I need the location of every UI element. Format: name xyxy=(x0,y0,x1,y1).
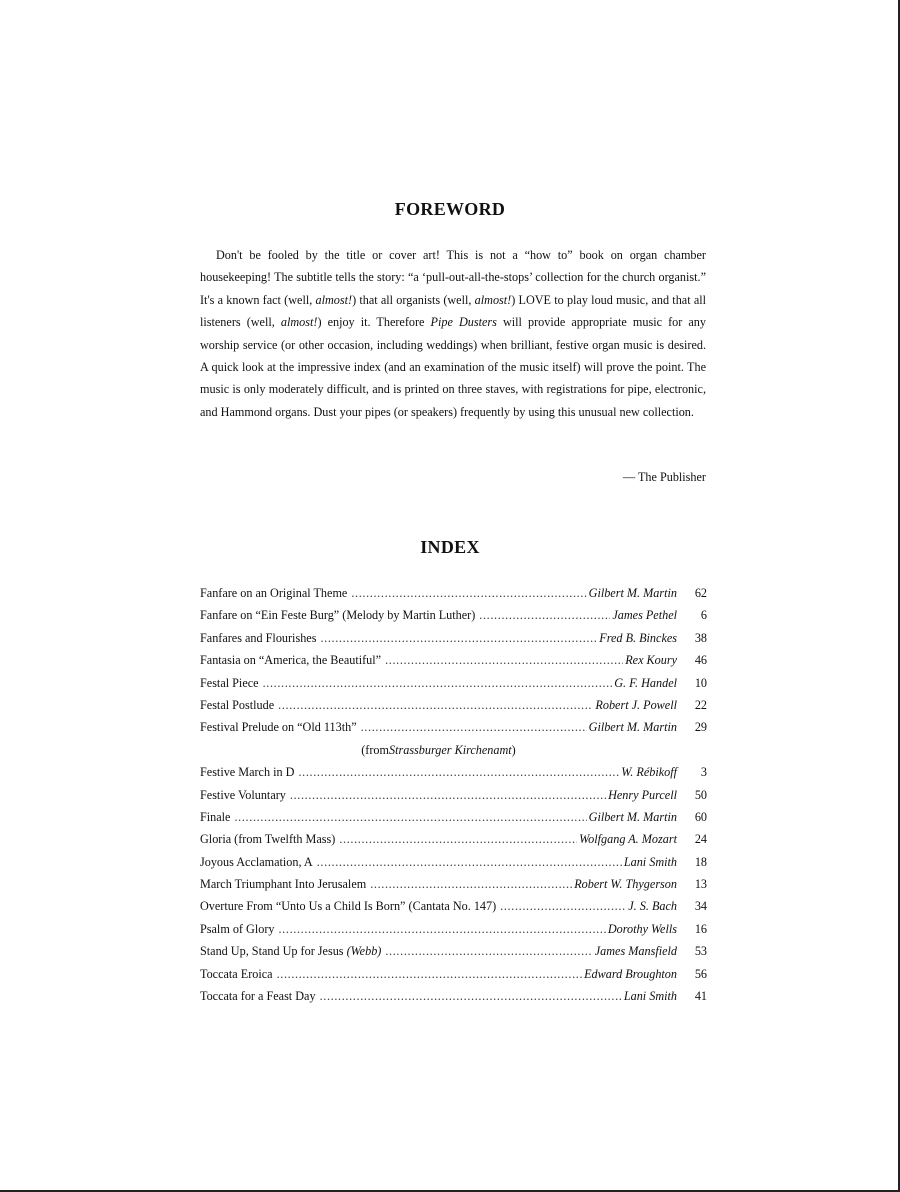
entry-composer: Edward Broughton xyxy=(584,966,677,981)
index-entry xyxy=(200,963,707,985)
entry-title: Overture From “Unto Us a Child Is Born” (Cantata No. 147) xyxy=(200,899,497,914)
entry-page: 6 xyxy=(700,608,707,623)
entry-title: March Triumphant Into Jerusalem xyxy=(200,877,367,892)
dot-leader xyxy=(278,918,605,940)
foreword-text: ) that all organists (well, xyxy=(352,292,475,307)
entry-page: 3 xyxy=(700,765,707,780)
dot-leader xyxy=(361,716,587,738)
entry-page: 41 xyxy=(694,989,707,1004)
index-list xyxy=(200,582,707,1007)
foreword-text: ) LOVE to play loud music, and that all listeners (well, xyxy=(200,292,707,330)
index-entry xyxy=(200,985,707,1007)
entry-title: Festival Prelude on “Old 113th” xyxy=(200,720,357,735)
foreword-heading: FOREWORD xyxy=(394,199,506,219)
entry-composer: Lani Smith xyxy=(623,989,677,1004)
publisher-signature: — The Publisher xyxy=(622,470,706,484)
entry-page: 24 xyxy=(694,832,707,847)
index-heading: INDEX xyxy=(420,537,480,557)
entry-composer: Gilbert M. Martin xyxy=(588,809,677,824)
entry-title: Toccata Eroica xyxy=(200,966,273,981)
entry-title: Festive March in D xyxy=(200,765,295,780)
index-entry xyxy=(200,604,707,626)
entry-page: 29 xyxy=(694,720,707,735)
entry-page: 10 xyxy=(694,675,707,690)
index-entry xyxy=(200,918,707,940)
note-source: Strassburger Kirchenamt xyxy=(389,742,512,757)
index-entry xyxy=(200,851,707,873)
book-title: Pipe Dusters xyxy=(430,315,497,330)
dot-leader xyxy=(277,963,583,985)
index-entry xyxy=(200,694,707,716)
foreword-body xyxy=(200,244,706,423)
entry-title: Fanfares and Flourishes xyxy=(200,630,317,645)
note-prefix: (from xyxy=(361,742,389,757)
index-entry xyxy=(200,716,707,738)
entry-composer: G. F. Handel xyxy=(614,675,677,690)
entry-title: Fanfare on an Original Theme xyxy=(200,586,348,600)
foreword-emphasis: almost! xyxy=(315,292,353,307)
foreword-text: will provide appropriate music for any worship service (or other occasion, including weddings) when brilliant, festive organ music is desired. A quick look at the impressive index (and an examination of the music itself) will prove the point. The music is only moderately difficult, and is printed on three staves, with registrations for pipe, electronic, and Hammond organs. Dust your pipes (or speakers) frequently by using this unusual new collection. xyxy=(200,315,706,419)
entry-composer: Wolfgang A. Mozart xyxy=(579,832,677,847)
dot-leader xyxy=(263,672,613,694)
dot-leader xyxy=(370,873,572,895)
note-suffix: ) xyxy=(511,742,516,757)
entry-composer: W. Rébikoff xyxy=(621,765,677,780)
entry-title: Psalm of Glory xyxy=(200,921,275,936)
dot-leader xyxy=(500,895,626,917)
entry-composer: Robert J. Powell xyxy=(595,697,677,712)
entry-page: 46 xyxy=(694,653,707,668)
entry-composer: James Mansfield xyxy=(594,944,677,959)
entry-composer: Gilbert M. Martin xyxy=(588,586,677,600)
entry-title: Fantasia on “America, the Beautiful” xyxy=(200,653,382,668)
entry-title: Toccata for a Feast Day xyxy=(200,989,316,1004)
dot-leader xyxy=(278,694,593,716)
entry-composer: J. S. Bach xyxy=(628,899,677,914)
dot-leader xyxy=(320,985,622,1007)
entry-composer: Dorothy Wells xyxy=(607,921,677,936)
entry-title: Festive Voluntary xyxy=(200,787,286,802)
index-entry xyxy=(200,649,707,671)
entry-page: 16 xyxy=(694,921,707,936)
entry-composer: Gilbert M. Martin xyxy=(588,720,677,735)
foreword-paragraph xyxy=(200,244,706,423)
dot-leader xyxy=(385,649,623,671)
index-entry-note xyxy=(200,739,707,761)
foreword-emphasis: almost! xyxy=(280,315,318,330)
foreword-emphasis: almost! xyxy=(474,292,512,307)
index-entry xyxy=(200,582,707,604)
entry-page: 56 xyxy=(694,966,707,981)
entry-composer: Henry Purcell xyxy=(608,787,677,802)
foreword-text: Don't be fooled by the title or cover art! This is not a “how to” book on organ chamber housekeeping! The subtitle tells the story: “a ‘pull-out-all-the-stops’ collection for the church organist.” It's a known fact (well, xyxy=(200,248,706,307)
entry-page: 18 xyxy=(694,854,707,869)
entry-composer: Fred B. Binckes xyxy=(599,630,677,645)
entry-title: Festal Piece xyxy=(200,675,259,690)
entry-composer: James Pethel xyxy=(612,608,677,623)
entry-title: Festal Postlude xyxy=(200,697,275,712)
dot-leader xyxy=(298,761,619,783)
entry-title: Fanfare on “Ein Feste Burg” (Melody by Martin Luther) xyxy=(200,608,476,623)
entry-page: 22 xyxy=(694,697,707,712)
entry-title: Finale xyxy=(200,809,231,824)
index-entry xyxy=(200,672,707,694)
entry-page: 13 xyxy=(694,877,707,892)
index-entry xyxy=(200,806,707,828)
entry-title: Joyous Acclamation, A xyxy=(200,854,313,869)
index-entry xyxy=(200,627,707,649)
index-entry xyxy=(200,784,707,806)
entry-composer: Rex Koury xyxy=(625,653,677,668)
index-entry xyxy=(200,940,707,962)
dot-leader xyxy=(339,828,577,850)
foreword-text: ) enjoy it. Therefore xyxy=(317,315,431,330)
entry-composer: Lani Smith xyxy=(623,854,677,869)
dot-leader xyxy=(234,806,586,828)
dot-leader xyxy=(320,627,597,649)
index-entry xyxy=(200,895,707,917)
entry-title-tune: (Webb) xyxy=(346,944,382,959)
dot-leader xyxy=(385,940,592,962)
entry-title xyxy=(200,940,381,962)
entry-page: 53 xyxy=(694,944,707,959)
entry-page: 50 xyxy=(694,787,707,802)
dot-leader xyxy=(317,851,622,873)
dot-leader xyxy=(351,582,586,604)
index-entry xyxy=(200,761,707,783)
entry-page: 38 xyxy=(694,630,707,645)
entry-title-text: Stand Up, Stand Up for Jesus xyxy=(200,944,344,959)
entry-composer: Robert W. Thygerson xyxy=(574,877,677,892)
dot-leader xyxy=(290,784,606,806)
entry-page: 62 xyxy=(694,586,707,600)
entry-page: 34 xyxy=(694,899,707,914)
entry-title: Gloria (from Twelfth Mass) xyxy=(200,832,336,847)
index-entry xyxy=(200,873,707,895)
dot-leader xyxy=(479,604,610,626)
entry-page: 60 xyxy=(694,809,707,824)
index-entry xyxy=(200,828,707,850)
